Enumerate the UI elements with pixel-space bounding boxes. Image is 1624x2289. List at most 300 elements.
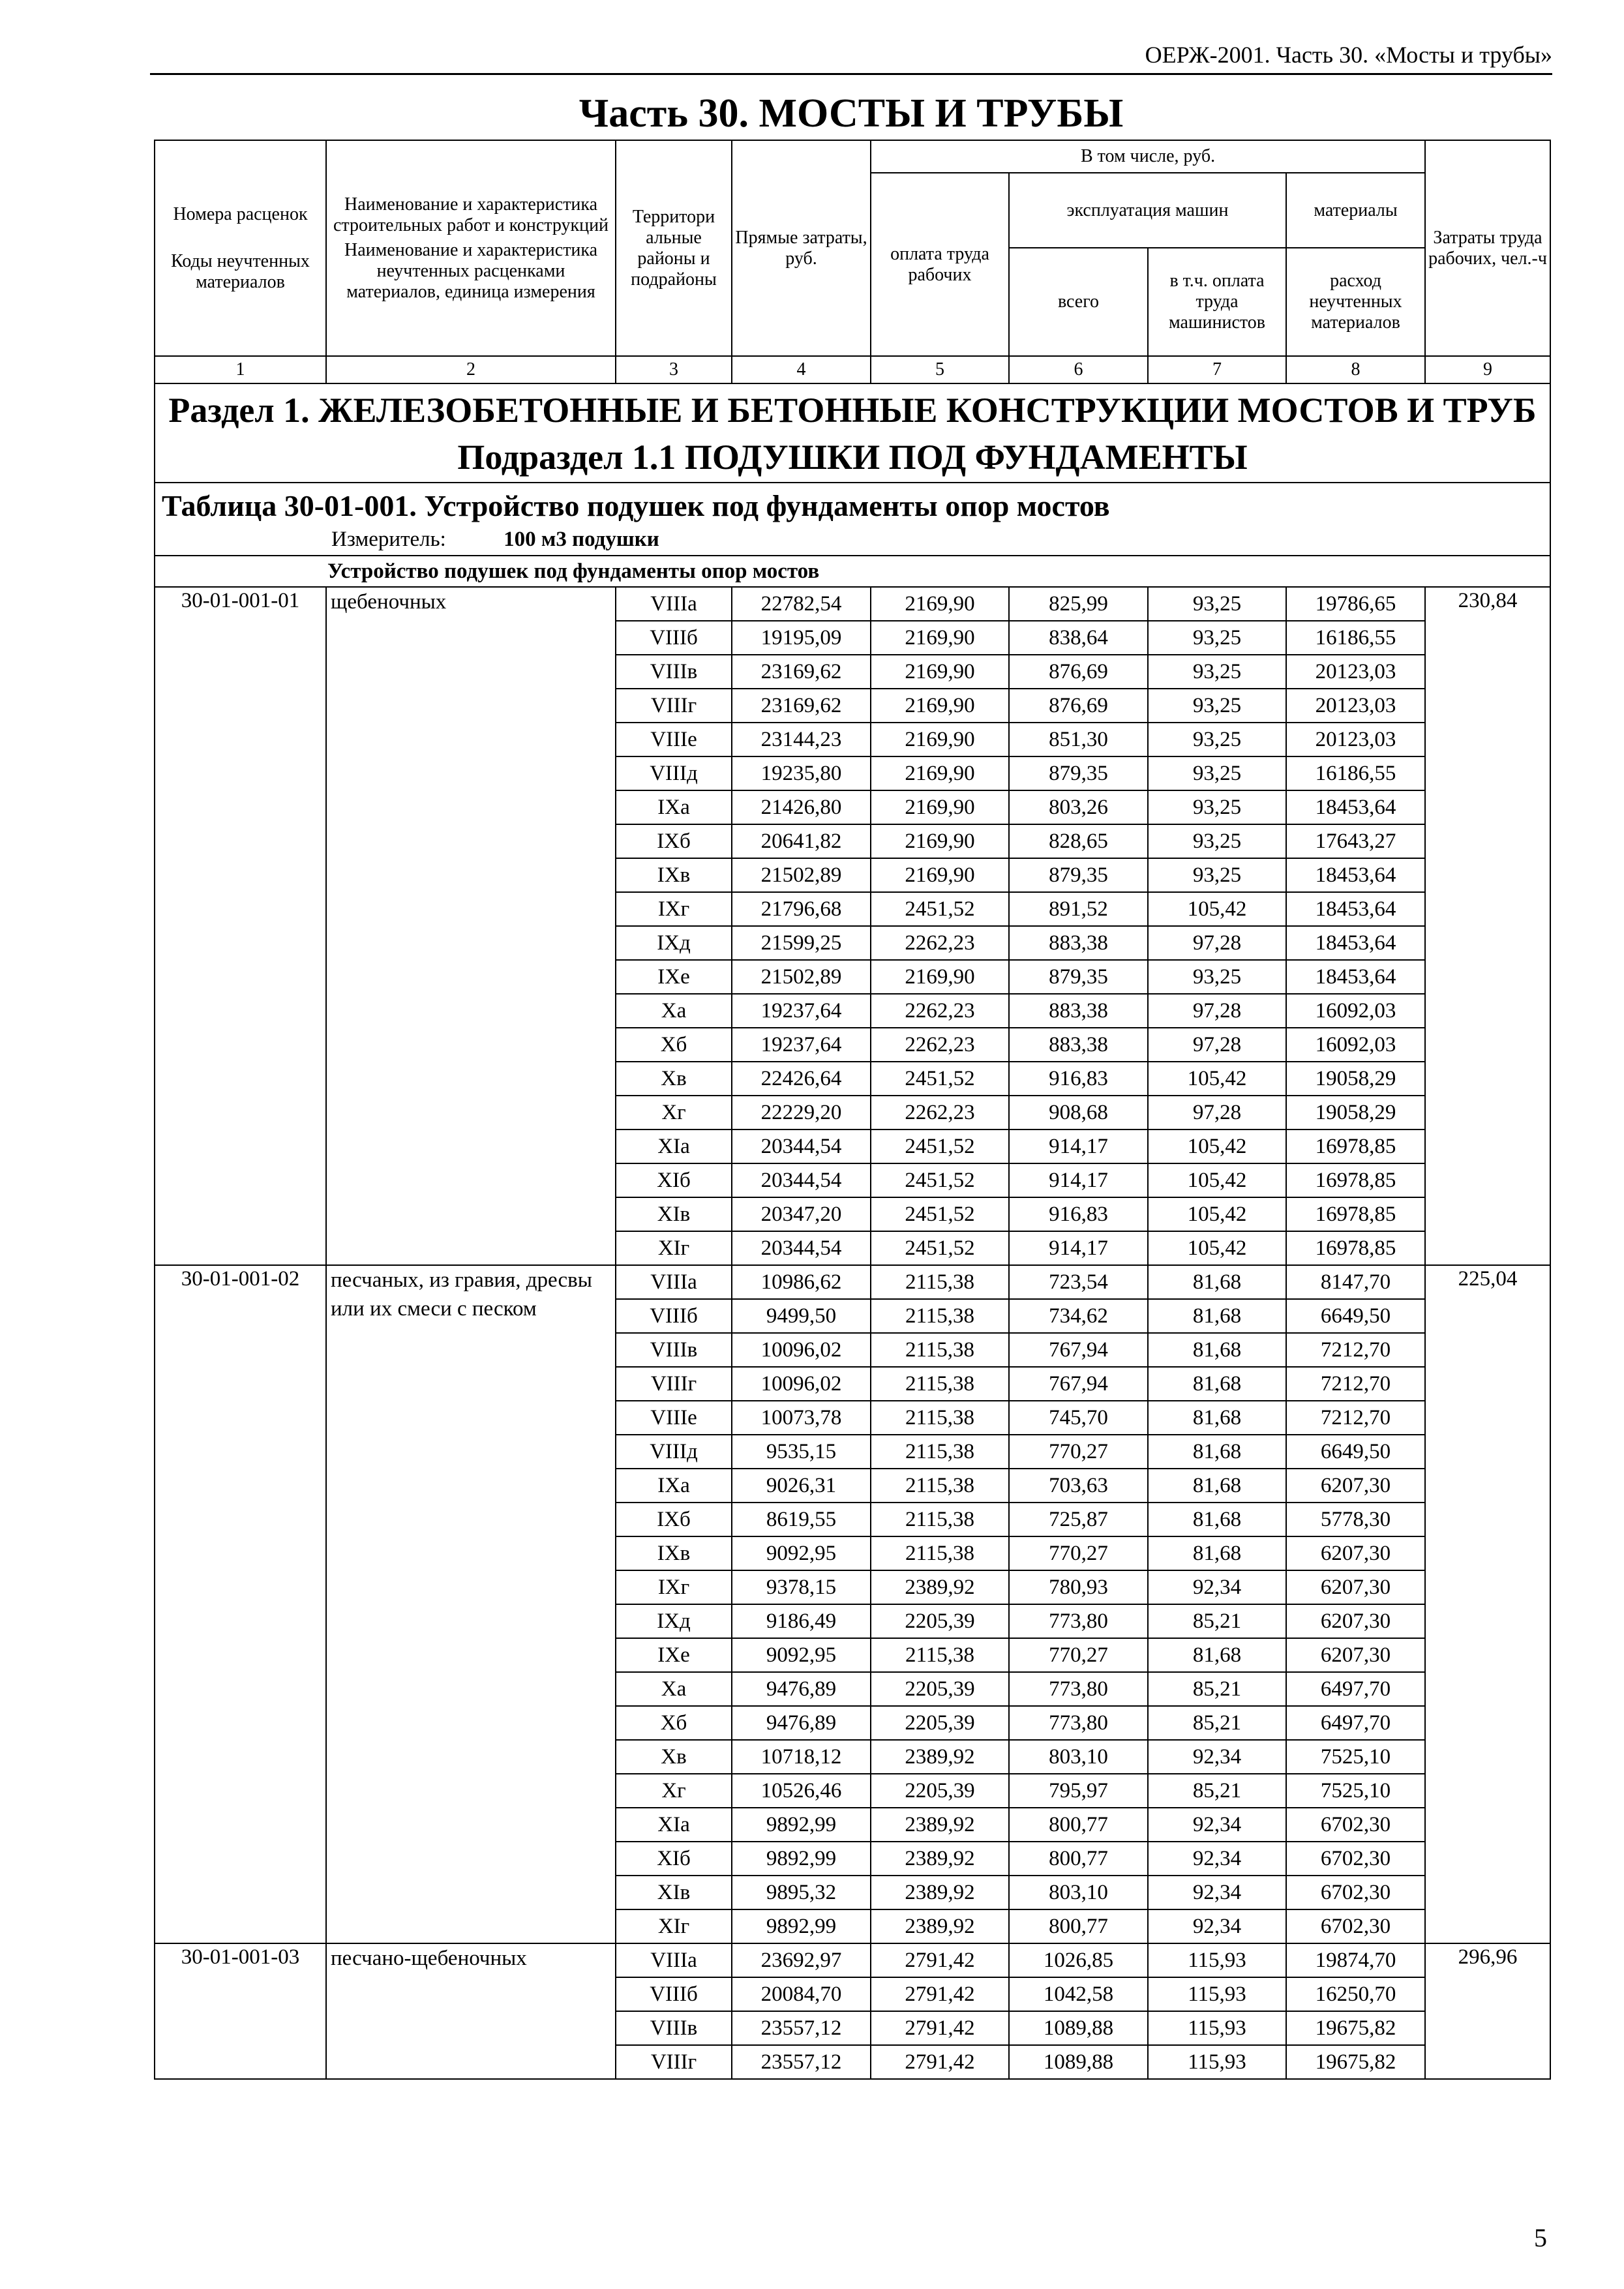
territory-cell: VIIIа — [616, 1943, 732, 1977]
labor-cell: 296,96 — [1425, 1943, 1550, 2079]
territory-cell: IXв — [616, 858, 732, 892]
worker-pay-cell: 2169,90 — [871, 689, 1009, 723]
rate-code: 30-01-001-02 — [155, 1265, 326, 1943]
territory-cell: VIIIе — [616, 1401, 732, 1435]
materials-cell: 6497,70 — [1286, 1672, 1425, 1706]
materials-cell: 16978,85 — [1286, 1130, 1425, 1163]
labor-header: Затраты труда рабочих, чел.-ч — [1425, 140, 1550, 356]
materials-cell: 19058,29 — [1286, 1062, 1425, 1096]
machinist-pay-cell: 105,42 — [1148, 1062, 1286, 1096]
territory-cell: IXд — [616, 1604, 732, 1638]
machinist-pay-cell: 92,34 — [1148, 1808, 1286, 1842]
materials-cell: 18453,64 — [1286, 926, 1425, 960]
machine-total-cell: 767,94 — [1009, 1367, 1148, 1401]
materials-cell: 19058,29 — [1286, 1096, 1425, 1130]
worker-pay-cell: 2169,90 — [871, 655, 1009, 689]
machinist-pay-cell: 92,34 — [1148, 1842, 1286, 1876]
machinist-pay-cell: 115,93 — [1148, 2045, 1286, 2079]
machinist-pay-cell: 81,68 — [1148, 1299, 1286, 1333]
direct-costs-cell: 9499,50 — [732, 1299, 871, 1333]
machine-total-cell: 908,68 — [1009, 1096, 1148, 1130]
materials-cell: 7212,70 — [1286, 1401, 1425, 1435]
worker-pay-cell: 2115,38 — [871, 1265, 1009, 1299]
direct-costs-cell: 19237,64 — [732, 1028, 871, 1062]
materials-cell: 16092,03 — [1286, 994, 1425, 1028]
worker-pay-cell: 2791,42 — [871, 1943, 1009, 1977]
work-name-header: Наименование и характеристика строительных работ и конструкций Наименование и характеристика неучтенных расценками материалов, единица измерения — [326, 140, 616, 356]
work-title: Устройство подушек под фундаменты опор мостов — [155, 556, 1550, 587]
machine-total-cell: 770,27 — [1009, 1638, 1148, 1672]
machine-total-cell: 723,54 — [1009, 1265, 1148, 1299]
materials-cell: 18453,64 — [1286, 960, 1425, 994]
rate-name: щебеночных — [326, 587, 616, 1265]
machine-total-cell: 803,26 — [1009, 790, 1148, 824]
machine-total-cell: 800,77 — [1009, 1909, 1148, 1943]
machinist-pay-cell: 93,25 — [1148, 723, 1286, 756]
worker-pay-cell: 2115,38 — [871, 1299, 1009, 1333]
machine-total-cell: 780,93 — [1009, 1570, 1148, 1604]
table-heading — [155, 483, 1550, 556]
worker-pay-cell: 2389,92 — [871, 1740, 1009, 1774]
machinist-pay-cell: 93,25 — [1148, 824, 1286, 858]
direct-costs-cell: 9026,31 — [732, 1469, 871, 1503]
machine-total-cell: 883,38 — [1009, 926, 1148, 960]
machine-total-cell: 891,52 — [1009, 892, 1148, 926]
machinist-pay-cell: 92,34 — [1148, 1876, 1286, 1909]
table-title: Таблица 30-01-001. Устройство подушек под фундаменты опор мостов — [162, 489, 1110, 522]
materials-cell: 8147,70 — [1286, 1265, 1425, 1299]
worker-pay-cell: 2389,92 — [871, 1909, 1009, 1943]
machine-total-cell: 851,30 — [1009, 723, 1148, 756]
direct-costs-cell: 20344,54 — [732, 1163, 871, 1197]
direct-costs-cell: 10718,12 — [732, 1740, 871, 1774]
machine-total-cell: 914,17 — [1009, 1163, 1148, 1197]
machinist-pay-cell: 97,28 — [1148, 1096, 1286, 1130]
direct-costs-cell: 21502,89 — [732, 960, 871, 994]
machinist-pay-cell: 93,25 — [1148, 621, 1286, 655]
worker-pay-cell: 2115,38 — [871, 1536, 1009, 1570]
territory-cell: Xа — [616, 1672, 732, 1706]
territory-cell: VIIIб — [616, 1977, 732, 2011]
territory-cell: IXг — [616, 1570, 732, 1604]
machine-total-cell: 745,70 — [1009, 1401, 1148, 1435]
materials-header: материалы — [1286, 173, 1425, 248]
machinist-pay-cell: 115,93 — [1148, 1943, 1286, 1977]
machine-total-cell: 914,17 — [1009, 1231, 1148, 1265]
machine-total-cell: 879,35 — [1009, 756, 1148, 790]
table-row — [155, 1265, 1550, 1299]
worker-pay-cell: 2115,38 — [871, 1435, 1009, 1469]
labor-cell: 225,04 — [1425, 1265, 1550, 1943]
territory-cell: IXв — [616, 1536, 732, 1570]
direct-costs-cell: 22229,20 — [732, 1096, 871, 1130]
materials-cell: 16186,55 — [1286, 756, 1425, 790]
machine-total-cell: 770,27 — [1009, 1435, 1148, 1469]
territory-cell: VIIIг — [616, 1367, 732, 1401]
materials-cell: 7212,70 — [1286, 1367, 1425, 1401]
machinist-pay-cell: 105,42 — [1148, 1231, 1286, 1265]
materials-cell: 6207,30 — [1286, 1536, 1425, 1570]
materials-cell: 6207,30 — [1286, 1638, 1425, 1672]
territory-cell: VIIIе — [616, 723, 732, 756]
measure-value: 100 м3 подушки — [504, 528, 659, 551]
worker-pay-cell: 2115,38 — [871, 1638, 1009, 1672]
machine-total-cell: 803,10 — [1009, 1740, 1148, 1774]
machinist-pay-cell: 97,28 — [1148, 1028, 1286, 1062]
table-row — [155, 1943, 1550, 1977]
worker-pay-cell: 2389,92 — [871, 1876, 1009, 1909]
rate-number-header: Номера расценок Коды неучтенных материалов — [155, 140, 326, 356]
materials-cell: 16978,85 — [1286, 1231, 1425, 1265]
direct-costs-cell: 19195,09 — [732, 621, 871, 655]
header-rule — [150, 73, 1552, 75]
machinist-pay-cell: 81,68 — [1148, 1536, 1286, 1570]
machine-total-cell: 879,35 — [1009, 960, 1148, 994]
machine-total-cell: 876,69 — [1009, 689, 1148, 723]
machine-total-cell: 795,97 — [1009, 1774, 1148, 1808]
rate-code: 30-01-001-01 — [155, 587, 326, 1265]
machinist-pay-cell: 85,21 — [1148, 1774, 1286, 1808]
territory-cell: XIб — [616, 1842, 732, 1876]
worker-pay-cell: 2451,52 — [871, 1130, 1009, 1163]
territory-cell: Xб — [616, 1706, 732, 1740]
machinist-pay-cell: 105,42 — [1148, 1130, 1286, 1163]
column-number: 2 — [326, 356, 616, 383]
worker-pay-cell: 2791,42 — [871, 2011, 1009, 2045]
machine-total-cell: 800,77 — [1009, 1842, 1148, 1876]
machine-total-cell: 734,62 — [1009, 1299, 1148, 1333]
machinist-pay-cell: 93,25 — [1148, 587, 1286, 621]
direct-costs-cell: 9092,95 — [732, 1536, 871, 1570]
direct-costs-cell: 9092,95 — [732, 1638, 871, 1672]
territory-cell: VIIIг — [616, 2045, 732, 2079]
machine-total-cell: 916,83 — [1009, 1197, 1148, 1231]
worker-pay-cell: 2115,38 — [871, 1469, 1009, 1503]
materials-cell: 6702,30 — [1286, 1842, 1425, 1876]
machine-total-cell: 725,87 — [1009, 1503, 1148, 1536]
worker-pay-cell: 2389,92 — [871, 1842, 1009, 1876]
materials-cell: 16978,85 — [1286, 1163, 1425, 1197]
materials-cell: 20123,03 — [1286, 723, 1425, 756]
materials-cell: 20123,03 — [1286, 689, 1425, 723]
territory-cell: VIIIв — [616, 1333, 732, 1367]
materials-cell: 6497,70 — [1286, 1706, 1425, 1740]
machinist-pay-cell: 97,28 — [1148, 926, 1286, 960]
worker-pay-cell: 2262,23 — [871, 1028, 1009, 1062]
direct-costs-cell: 23169,62 — [732, 655, 871, 689]
machine-total-cell: 883,38 — [1009, 994, 1148, 1028]
territory-cell: IXа — [616, 790, 732, 824]
territory-cell: VIIIа — [616, 1265, 732, 1299]
territory-cell: XIг — [616, 1231, 732, 1265]
column-number: 4 — [732, 356, 871, 383]
materials-cell: 16092,03 — [1286, 1028, 1425, 1062]
machinist-pay-cell: 85,21 — [1148, 1706, 1286, 1740]
materials-cell: 6207,30 — [1286, 1570, 1425, 1604]
direct-costs-cell: 23692,97 — [732, 1943, 871, 1977]
materials-cell: 17643,27 — [1286, 824, 1425, 858]
machinist-pay-cell: 81,68 — [1148, 1503, 1286, 1536]
materials-cell: 6207,30 — [1286, 1469, 1425, 1503]
territory-cell: XIв — [616, 1876, 732, 1909]
worker-pay-cell: 2205,39 — [871, 1672, 1009, 1706]
worker-pay-cell: 2169,90 — [871, 621, 1009, 655]
machinist-pay-cell: 92,34 — [1148, 1570, 1286, 1604]
worker-pay-cell: 2262,23 — [871, 994, 1009, 1028]
materials-cell: 19786,65 — [1286, 587, 1425, 621]
machine-total-cell: 914,17 — [1009, 1130, 1148, 1163]
machinist-pay-cell: 93,25 — [1148, 858, 1286, 892]
rate-code: 30-01-001-03 — [155, 1943, 326, 2079]
machinist-pay-cell: 93,25 — [1148, 960, 1286, 994]
materials-cell: 6649,50 — [1286, 1435, 1425, 1469]
materials-cell: 6207,30 — [1286, 1604, 1425, 1638]
materials-cell: 20123,03 — [1286, 655, 1425, 689]
section-heading — [155, 383, 1550, 483]
machinist-pay-cell: 105,42 — [1148, 892, 1286, 926]
materials-cell: 19675,82 — [1286, 2045, 1425, 2079]
machine-total-cell: 800,77 — [1009, 1808, 1148, 1842]
territory-cell: XIб — [616, 1163, 732, 1197]
materials-cell: 18453,64 — [1286, 790, 1425, 824]
machine-total-cell: 770,27 — [1009, 1536, 1148, 1570]
direct-costs-cell: 9895,32 — [732, 1876, 871, 1909]
worker-pay-cell: 2115,38 — [871, 1367, 1009, 1401]
worker-pay-cell: 2451,52 — [871, 892, 1009, 926]
territory-cell: VIIIб — [616, 621, 732, 655]
machinist-pay-header: в т.ч. оплата труда машинистов — [1148, 248, 1286, 356]
worker-pay-cell: 2169,90 — [871, 756, 1009, 790]
labor-cell: 230,84 — [1425, 587, 1550, 1265]
machine-total-cell: 773,80 — [1009, 1672, 1148, 1706]
rate-name: песчаных, из гравия, дресвы или их смеси с песком — [326, 1265, 616, 1943]
direct-costs-cell: 10096,02 — [732, 1367, 871, 1401]
machinist-pay-cell: 81,68 — [1148, 1435, 1286, 1469]
direct-costs-cell: 10986,62 — [732, 1265, 871, 1299]
territory-cell: VIIIа — [616, 587, 732, 621]
worker-pay-cell: 2389,92 — [871, 1808, 1009, 1842]
machinist-pay-cell: 105,42 — [1148, 1163, 1286, 1197]
worker-pay-cell: 2451,52 — [871, 1197, 1009, 1231]
direct-costs-cell: 9186,49 — [732, 1604, 871, 1638]
page-number: 5 — [1534, 2223, 1547, 2252]
direct-costs-cell: 20344,54 — [732, 1231, 871, 1265]
direct-costs-cell: 23557,12 — [732, 2045, 871, 2079]
territory-cell: IXг — [616, 892, 732, 926]
territory-cell: XIа — [616, 1808, 732, 1842]
worker-pay-cell: 2169,90 — [871, 723, 1009, 756]
territory-cell: XIг — [616, 1909, 732, 1943]
worker-pay-cell: 2169,90 — [871, 960, 1009, 994]
machinist-pay-cell: 93,25 — [1148, 790, 1286, 824]
machine-total-cell: 1042,58 — [1009, 1977, 1148, 2011]
worker-pay-cell: 2451,52 — [871, 1062, 1009, 1096]
territory-cell: Xв — [616, 1740, 732, 1774]
direct-costs-cell: 9892,99 — [732, 1909, 871, 1943]
machinist-pay-cell: 92,34 — [1148, 1740, 1286, 1774]
territory-cell: XIа — [616, 1130, 732, 1163]
worker-pay-cell: 2115,38 — [871, 1503, 1009, 1536]
direct-costs-cell: 20084,70 — [732, 1977, 871, 2011]
machine-op-header: эксплуатация машин — [1009, 173, 1286, 248]
materials-cell: 6702,30 — [1286, 1876, 1425, 1909]
column-number: 6 — [1009, 356, 1148, 383]
machine-total-cell: 767,94 — [1009, 1333, 1148, 1367]
machine-total-cell: 828,65 — [1009, 824, 1148, 858]
worker-pay-cell: 2115,38 — [871, 1333, 1009, 1367]
worker-pay-cell: 2262,23 — [871, 1096, 1009, 1130]
territory-cell: VIIIд — [616, 756, 732, 790]
machine-total-cell: 1026,85 — [1009, 1943, 1148, 1977]
direct-costs-cell: 21426,80 — [732, 790, 871, 824]
subsection-title: Подраздел 1.1 ПОДУШКИ ПОД ФУНДАМЕНТЫ — [457, 438, 1248, 477]
mat-consumption-header: расход неучтенных материалов — [1286, 248, 1425, 356]
territory-cell: XIв — [616, 1197, 732, 1231]
territory-cell: VIIIд — [616, 1435, 732, 1469]
worker-pay-header: оплата труда рабочих — [871, 173, 1009, 356]
direct-costs-cell: 23557,12 — [732, 2011, 871, 2045]
materials-cell: 16186,55 — [1286, 621, 1425, 655]
territory-cell: VIIIг — [616, 689, 732, 723]
materials-cell: 5778,30 — [1286, 1503, 1425, 1536]
measure-label: Измеритель: — [331, 528, 446, 551]
machine-total-cell: 838,64 — [1009, 621, 1148, 655]
direct-costs-cell: 21599,25 — [732, 926, 871, 960]
territory-cell: IXд — [616, 926, 732, 960]
machine-total-cell: 703,63 — [1009, 1469, 1148, 1503]
territory-cell: IXа — [616, 1469, 732, 1503]
territory-cell: IXб — [616, 824, 732, 858]
territory-header: Территори альные районы и подрайоны — [616, 140, 732, 356]
table-row — [155, 587, 1550, 621]
materials-cell: 7525,10 — [1286, 1774, 1425, 1808]
column-numbers-row — [155, 356, 1550, 383]
direct-costs-cell: 10526,46 — [732, 1774, 871, 1808]
worker-pay-cell: 2389,92 — [871, 1570, 1009, 1604]
territory-cell: IXб — [616, 1503, 732, 1536]
materials-cell: 18453,64 — [1286, 892, 1425, 926]
direct-costs-cell: 10073,78 — [732, 1401, 871, 1435]
materials-cell: 6649,50 — [1286, 1299, 1425, 1333]
territory-cell: Xг — [616, 1774, 732, 1808]
materials-cell: 6702,30 — [1286, 1909, 1425, 1943]
territory-cell: VIIIв — [616, 2011, 732, 2045]
machine-total-cell: 773,80 — [1009, 1706, 1148, 1740]
rate-name: песчано-щебеночных — [326, 1943, 616, 2079]
worker-pay-cell: 2205,39 — [871, 1774, 1009, 1808]
territory-cell: Xг — [616, 1096, 732, 1130]
worker-pay-cell: 2262,23 — [871, 926, 1009, 960]
machine-total-cell: 916,83 — [1009, 1062, 1148, 1096]
including-header: В том числе, руб. — [871, 140, 1425, 173]
worker-pay-cell: 2791,42 — [871, 2045, 1009, 2079]
territory-cell: IXе — [616, 960, 732, 994]
machinist-pay-cell: 92,34 — [1148, 1909, 1286, 1943]
worker-pay-cell: 2115,38 — [871, 1401, 1009, 1435]
direct-costs-cell: 21502,89 — [732, 858, 871, 892]
machine-total-cell: 803,10 — [1009, 1876, 1148, 1909]
worker-pay-cell: 2205,39 — [871, 1604, 1009, 1638]
machinist-pay-cell: 81,68 — [1148, 1638, 1286, 1672]
column-number: 9 — [1425, 356, 1550, 383]
direct-costs-cell: 20344,54 — [732, 1130, 871, 1163]
machine-total-cell: 773,80 — [1009, 1604, 1148, 1638]
worker-pay-cell: 2169,90 — [871, 790, 1009, 824]
machinist-pay-cell: 81,68 — [1148, 1401, 1286, 1435]
materials-cell: 16250,70 — [1286, 1977, 1425, 2011]
direct-costs-cell: 8619,55 — [732, 1503, 871, 1536]
machine-total-header: всего — [1009, 248, 1148, 356]
direct-costs-cell: 20347,20 — [732, 1197, 871, 1231]
direct-costs-cell: 9476,89 — [732, 1706, 871, 1740]
column-number: 8 — [1286, 356, 1425, 383]
running-header: ОЕРЖ-2001. Часть 30. «Мосты и трубы» — [1145, 42, 1552, 68]
machine-total-cell: 825,99 — [1009, 587, 1148, 621]
machinist-pay-cell: 81,68 — [1148, 1469, 1286, 1503]
machine-total-cell: 883,38 — [1009, 1028, 1148, 1062]
direct-costs-cell: 21796,68 — [732, 892, 871, 926]
direct-costs-cell: 19237,64 — [732, 994, 871, 1028]
machinist-pay-cell: 81,68 — [1148, 1367, 1286, 1401]
direct-costs-cell: 23169,62 — [732, 689, 871, 723]
column-number: 1 — [155, 356, 326, 383]
direct-costs-header: Прямые затраты, руб. — [732, 140, 871, 356]
territory-cell: VIIIв — [616, 655, 732, 689]
territory-cell: IXе — [616, 1638, 732, 1672]
section-title: Раздел 1. ЖЕЛЕЗОБЕТОННЫЕ И БЕТОННЫЕ КОНСТРУКЦИИ МОСТОВ И ТРУБ — [168, 391, 1537, 430]
materials-cell: 7525,10 — [1286, 1740, 1425, 1774]
territory-cell: VIIIб — [616, 1299, 732, 1333]
direct-costs-cell: 9476,89 — [732, 1672, 871, 1706]
materials-cell: 19874,70 — [1286, 1943, 1425, 1977]
worker-pay-cell: 2169,90 — [871, 587, 1009, 621]
worker-pay-cell: 2451,52 — [871, 1231, 1009, 1265]
worker-pay-cell: 2451,52 — [871, 1163, 1009, 1197]
column-number: 3 — [616, 356, 732, 383]
direct-costs-cell: 9535,15 — [732, 1435, 871, 1469]
machinist-pay-cell: 85,21 — [1148, 1604, 1286, 1638]
machinist-pay-cell: 93,25 — [1148, 655, 1286, 689]
materials-cell: 7212,70 — [1286, 1333, 1425, 1367]
materials-cell: 6702,30 — [1286, 1808, 1425, 1842]
materials-cell: 16978,85 — [1286, 1197, 1425, 1231]
machine-total-cell: 1089,88 — [1009, 2045, 1148, 2079]
direct-costs-cell: 9378,15 — [732, 1570, 871, 1604]
column-number: 5 — [871, 356, 1009, 383]
worker-pay-cell: 2791,42 — [871, 1977, 1009, 2011]
worker-pay-cell: 2169,90 — [871, 824, 1009, 858]
direct-costs-cell: 9892,99 — [732, 1842, 871, 1876]
territory-cell: Xа — [616, 994, 732, 1028]
machinist-pay-cell: 93,25 — [1148, 756, 1286, 790]
direct-costs-cell: 23144,23 — [732, 723, 871, 756]
norm-table — [154, 140, 1551, 2080]
column-number: 7 — [1148, 356, 1286, 383]
machinist-pay-cell: 81,68 — [1148, 1333, 1286, 1367]
direct-costs-cell: 9892,99 — [732, 1808, 871, 1842]
direct-costs-cell: 10096,02 — [732, 1333, 871, 1367]
direct-costs-cell: 20641,82 — [732, 824, 871, 858]
part-title: Часть 30. МОСТЫ И ТРУБЫ — [579, 91, 1124, 136]
worker-pay-cell: 2205,39 — [871, 1706, 1009, 1740]
direct-costs-cell: 22782,54 — [732, 587, 871, 621]
worker-pay-cell: 2169,90 — [871, 858, 1009, 892]
machinist-pay-cell: 115,93 — [1148, 2011, 1286, 2045]
machinist-pay-cell: 85,21 — [1148, 1672, 1286, 1706]
machine-total-cell: 1089,88 — [1009, 2011, 1148, 2045]
machine-total-cell: 876,69 — [1009, 655, 1148, 689]
direct-costs-cell: 22426,64 — [732, 1062, 871, 1096]
